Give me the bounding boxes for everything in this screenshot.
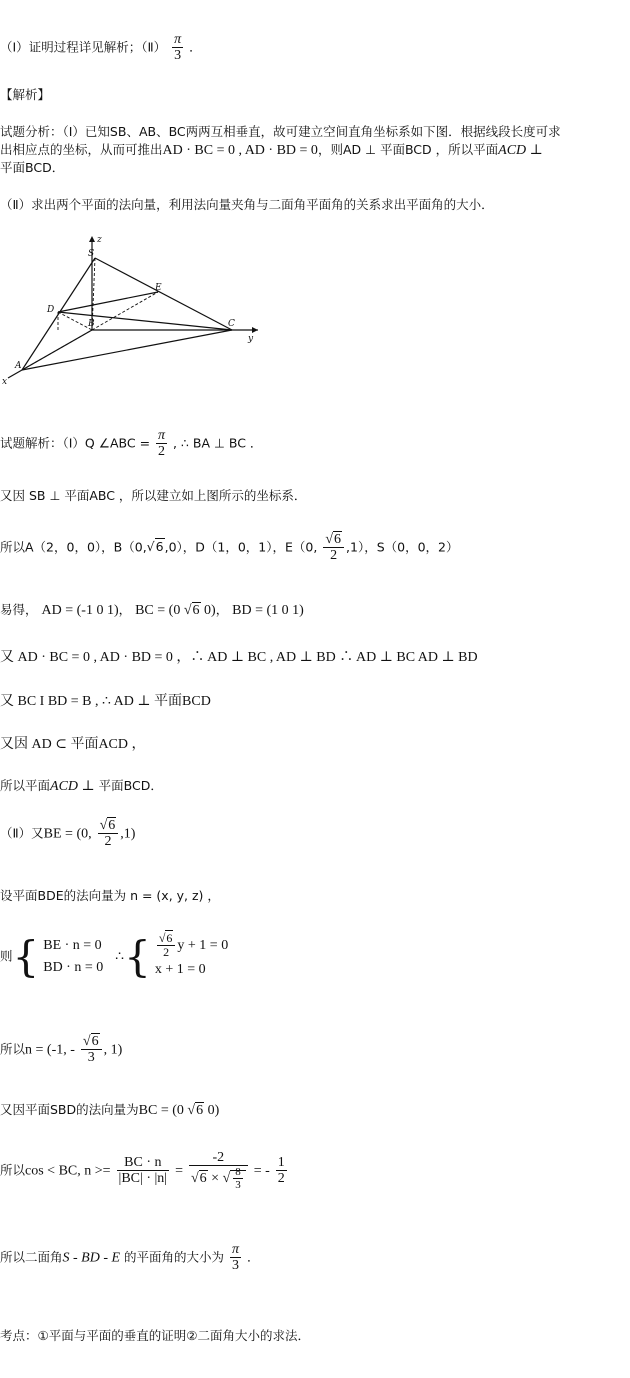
solution-line-14: 所以cos < BC, n >= $\frac{BC \cdot n}{|BC| \cdot |n|}$ = -2 √ 6 × √ $\frac{8}{3}$ = - $\frac{1}{2}$: [0, 1150, 289, 1192]
edge-BE: [92, 292, 158, 330]
analysis-line-2-math: AD · BC = 0 , AD · BD = 0: [162, 143, 318, 158]
answer-part2-label: （Ⅱ）: [141, 39, 167, 55]
solution-line-13: 又因平面SBD的法向量为BC = (0 √ 6 0): [0, 1100, 219, 1119]
solution-line-5: 又 AD · BC = 0 , AD · BD = 0 ，∴ AD ⊥ BC , AD ⊥ BD ∴ AD ⊥ BC AD ⊥ BD: [0, 650, 478, 665]
y-arrow: [252, 327, 258, 333]
solution-line-4: 易得， AD = (-1 0 1)， BC = (0 √ 6 0)， BD = (1 0 1): [0, 600, 304, 619]
edge-AC: [22, 330, 232, 370]
solution-line-2: 又因 SB ⊥ 平面ABC ，所以建立如上图所示的坐标系．: [0, 488, 307, 503]
solution-line-7: 又因 AD ⊂ 平面ACD ，: [0, 737, 146, 752]
solution-line-6: 又 BC I BD = B , ∴ AD ⊥ 平面BCD: [0, 694, 211, 709]
solution-line-11: 则{ BE · n = 0 BD · n = 0 ∴{ √ $\frac{6}{2}$ y + 1 = 0 x + 1 = 0: [0, 932, 228, 982]
label-D: D: [47, 305, 55, 315]
analysis-line-4: （Ⅱ）求出两个平面的法向量，利用法向量夹角与二面角平面角的关系求出平面角的大小．: [0, 197, 494, 212]
answer-line: [0, 32, 202, 64]
solution-line-1: 试题解析：（Ⅰ）Q ∠ABC = $\frac{\pi}{2}$ , ∴ BA ⊥ BC ．: [0, 428, 263, 460]
solution-line-8: 所以平面ACD ⊥ 平面BCD．: [0, 778, 163, 794]
edge-DE: [58, 292, 158, 312]
answer-part1-label: （Ⅰ）: [0, 39, 29, 55]
solution-line-9: （Ⅱ）又BE = (0, √ $\frac{6}{2}$ ,1): [0, 818, 135, 850]
solution-line-15: 所以二面角S - BD - E 的平面角的大小为 $\frac{\pi}{3}$ ．: [0, 1242, 260, 1274]
edge-SC: [95, 258, 232, 330]
coordinate-figure: [0, 230, 270, 390]
analysis-header: 【解析】: [0, 87, 51, 102]
label-S: S: [88, 249, 95, 259]
analysis-line-1: 试题分析：（Ⅰ）已知SB、AB、BC两两互相垂直，故可建立空间直角坐标系如下图．根据线段长度可求: [0, 124, 561, 139]
label-A: A: [15, 361, 22, 371]
pi-over-2: $\frac{\pi}{2}$: [158, 428, 166, 460]
z-arrow: [89, 236, 95, 242]
solution-line-12: 所以n = (-1, - √ $\frac{6}{3}$ , 1): [0, 1034, 122, 1066]
solution-line-10: 设平面BDE的法向量为 n = (x, y, z) ，: [0, 888, 220, 903]
label-y: y: [248, 334, 254, 344]
label-B: B: [88, 319, 95, 329]
answer-part1-text: 证明过程详见解析；: [28, 39, 142, 55]
solution-line-16: 考点：①平面与平面的垂直的证明②二面角大小的求法．: [0, 1328, 310, 1343]
solution-line-3: 所以A（2，0，0），B（0,√ 6,0），D（1，0，1），E（0, √ $\frac{6}{2}$ ,1），S（0，0，2）: [0, 532, 459, 564]
label-C: C: [228, 319, 235, 329]
label-E: E: [155, 283, 162, 293]
answer-fraction: $\frac{\pi}{3}$: [174, 32, 182, 64]
e-coord-fraction: √ $\frac{6}{2}$: [323, 532, 344, 564]
label-z: z: [97, 235, 102, 245]
edge-DC: [58, 312, 232, 330]
answer-end: ．: [189, 39, 202, 55]
analysis-line-2: 出相应点的坐标，从而可推出AD · BC = 0 , AD · BD = 0，则AD ⊥ 平面BCD ，所以平面ACD ⊥: [0, 142, 543, 158]
label-x: x: [2, 377, 8, 387]
analysis-line-3: 平面BCD．: [0, 160, 65, 175]
edge-AS: [22, 258, 95, 370]
